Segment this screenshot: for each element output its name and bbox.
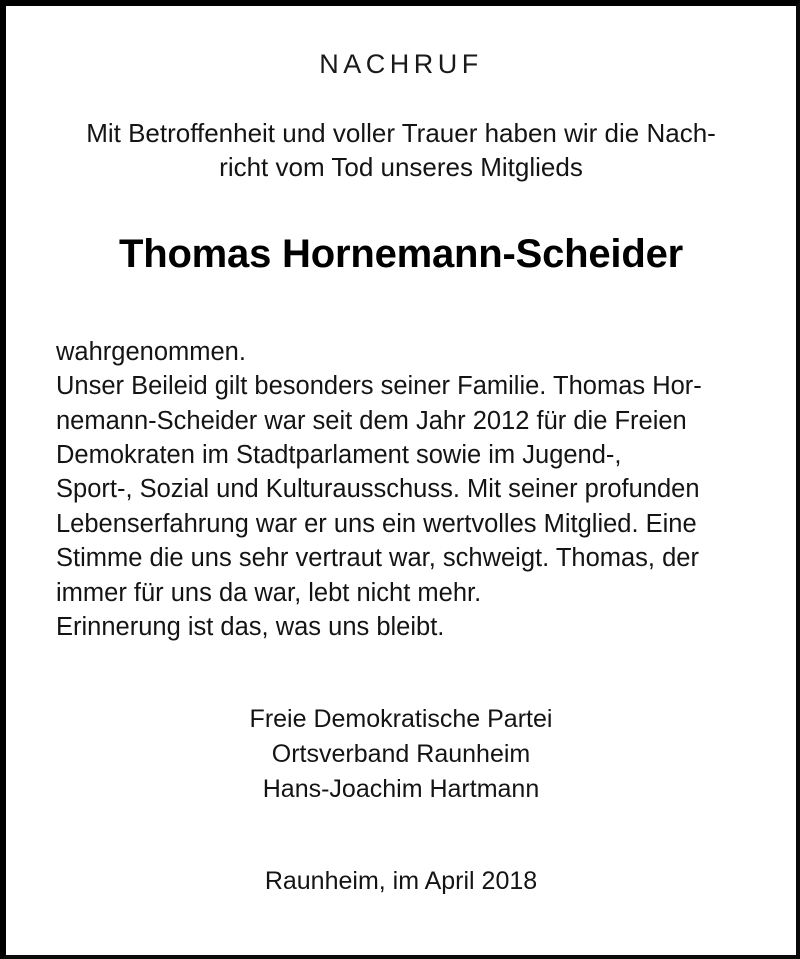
signatory-organization: Freie Demokratische Partei (249, 705, 553, 734)
tribute-line: Unser Beileid gilt besonders seiner Familie. Thomas Hor- (56, 372, 702, 401)
tribute-line: nemann-Scheider war seit dem Jahr 2012 für die Freien (56, 406, 687, 435)
deceased-name: Thomas Hornemann-Scheider (118, 231, 683, 276)
obituary-notice-body (6, 6, 796, 955)
place-and-date: Raunheim, im April 2018 (264, 867, 538, 896)
tribute-line: immer für uns da war, lebt nicht mehr. (56, 578, 482, 607)
signatory-person: Hans-Joachim Hartmann (262, 775, 540, 804)
tribute-line: Sport-, Sozial und Kulturausschuss. Mit seiner profunden (56, 475, 700, 504)
signatory-block (6, 644, 796, 807)
intro-line: Mit Betroffenheit und voller Trauer haben wir die Nach- (86, 117, 716, 148)
signatory-chapter: Ortsverband Raunheim (271, 740, 531, 769)
notice-heading: NACHRUF (319, 49, 483, 79)
tribute-line: Erinnerung ist das, was uns bleibt. (56, 612, 445, 641)
tribute-text (6, 277, 796, 645)
tribute-line: wahrgenommen. (56, 337, 246, 366)
tribute-line: Lebenserfahrung war er uns ein wertvolles Mitglied. Eine (56, 509, 697, 538)
intro-line: richt vom Tod unseres Mitglieds (219, 151, 583, 182)
tribute-line: Demokraten im Stadtparlament sowie im Jugend-, (56, 440, 622, 469)
tribute-line: Stimme die uns sehr vertraut war, schweigt. Thomas, der (56, 544, 699, 573)
intro-paragraph (6, 80, 796, 184)
